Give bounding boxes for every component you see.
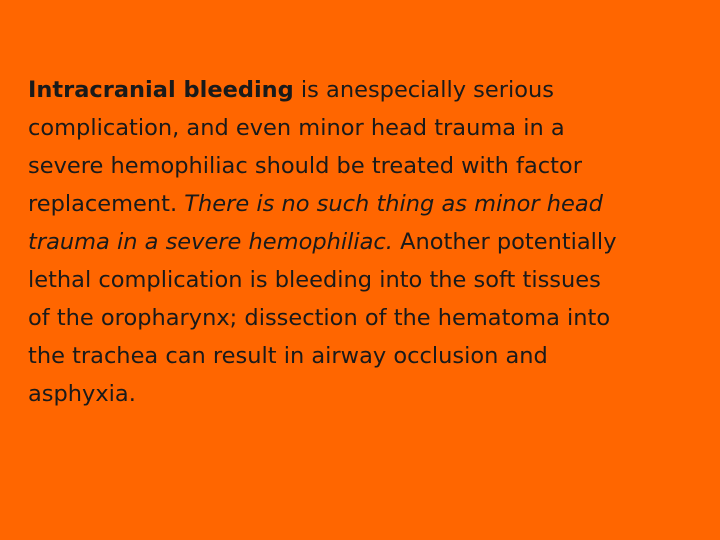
text-run: of the oropharynx; dissection of the hematoma into (28, 305, 611, 331)
text-line-7 (28, 299, 712, 337)
text-run: lethal complication is bleeding into the soft tissues (28, 267, 601, 293)
text-line-2 (28, 109, 712, 147)
bold-term: Intracranial bleeding (28, 77, 294, 103)
text-line-9 (28, 375, 712, 413)
text-run: Another potentially (392, 229, 617, 255)
slide-body-text (28, 71, 712, 413)
text-line-5 (28, 223, 712, 261)
text-line-8 (28, 337, 712, 375)
text-run: is anespecially serious (293, 77, 554, 103)
text-run: the trachea can result in airway occlusion and (28, 343, 548, 369)
text-run: complication, and even minor head trauma in a (28, 115, 565, 141)
italic-emphasis: There is no such thing as minor head (184, 191, 603, 217)
text-line-3 (28, 147, 712, 185)
text-line-6 (28, 261, 712, 299)
text-line-4 (28, 185, 712, 223)
italic-emphasis: trauma in a severe hemophiliac. (28, 229, 393, 255)
text-run: severe hemophiliac should be treated with factor (28, 153, 582, 179)
text-run: replacement. (28, 191, 185, 217)
text-line-1 (28, 71, 712, 109)
text-run: asphyxia. (28, 381, 136, 407)
